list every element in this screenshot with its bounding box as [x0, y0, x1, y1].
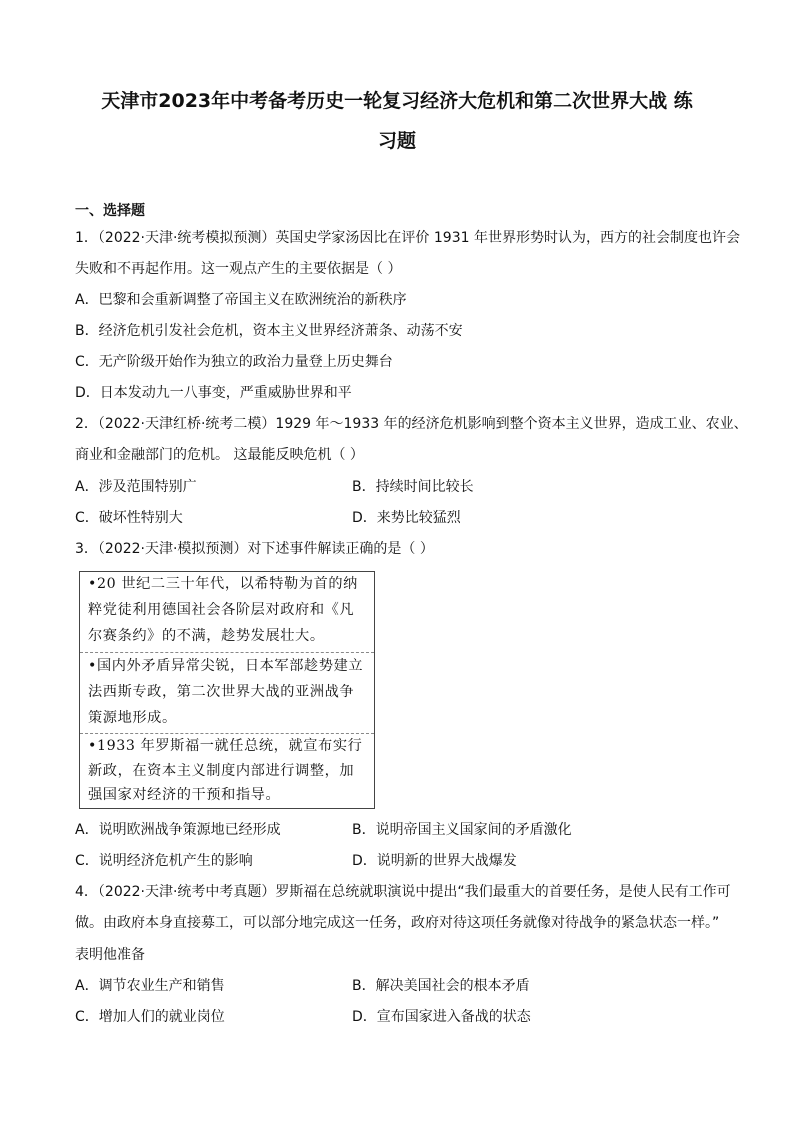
quote-line: •国内外矛盾异常尖锐，日本军部趁势建立	[88, 658, 364, 674]
q2-stem-line1: 2．（2022·天津红桥·统考二模）1929 年～1933 年的经济危机影响到整个资本主义世界，造成工业、农业、	[75, 416, 748, 432]
q4-stem-line2: 做。由政府本身直接募工，可以部分地完成这一任务，政府对待这项任务就像对待战争的紧急状态一样。”	[75, 915, 720, 931]
q3-option-a: A．说明欧洲战争策源地已经形成	[75, 822, 281, 838]
q2-option-c: C．破坏性特别大	[75, 510, 183, 526]
quote-line: •20 世纪二三十年代，以希特勒为首的纳	[88, 576, 358, 592]
q2-option-b: B．持续时间比较长	[352, 479, 474, 495]
quote-line: 强国家对经济的干预和指导。	[88, 787, 281, 803]
q2-option-a: A．涉及范围特别广	[75, 479, 197, 495]
q4-option-c: C．增加人们的就业岗位	[75, 1009, 225, 1025]
q1-option-c: C．无产阶级开始作为独立的政治力量登上历史舞台	[75, 354, 393, 370]
q4-stem-line3: 表明他准备	[75, 947, 145, 963]
quote-divider	[80, 652, 374, 653]
q1-option-d: D．日本发动九一八事变，严重威胁世界和平	[75, 385, 352, 401]
quote-line: 法西斯专政，第二次世界大战的亚洲战争	[88, 684, 355, 700]
section-heading: 一、选择题	[75, 203, 145, 219]
q3-stem: 3．（2022·天津·模拟预测）对下述事件解读正确的是（ ）	[75, 541, 434, 557]
q4-stem-line1: 4．（2022·天津·统考中考真题）罗斯福在总统就职演说中提出“我们最重大的首要任务，是使人民有工作可	[75, 884, 731, 900]
q4-option-a: A．调节农业生产和销售	[75, 978, 225, 994]
q3-source-material-box	[79, 571, 375, 809]
q3-option-d: D．说明新的世界大战爆发	[352, 853, 517, 869]
q3-option-c: C．说明经济危机产生的影响	[75, 853, 253, 869]
document-title-line1: 天津市2023年中考备考历史一轮复习经济大危机和第二次世界大战 练	[101, 90, 693, 112]
q3-option-b: B．说明帝国主义国家间的矛盾激化	[352, 822, 572, 838]
quote-line: 粹党徒利用德国社会各阶层对政府和《凡	[88, 602, 355, 618]
q1-stem-line2: 失败和不再起作用。这一观点产生的主要依据是（ ）	[75, 261, 402, 277]
quote-divider	[80, 733, 374, 734]
quote-line: •1933 年罗斯福一就任总统，就宣布实行	[88, 738, 363, 754]
q4-option-b: B．解决美国社会的根本矛盾	[352, 978, 530, 994]
q2-stem-line2: 商业和金融部门的危机。 这最能反映危机（ ）	[75, 447, 364, 463]
q2-option-d: D．来势比较猛烈	[352, 510, 461, 526]
q4-option-d: D．宣布国家进入备战的状态	[352, 1009, 531, 1025]
q1-option-b: B．经济危机引发社会危机，资本主义世界经济萧条、动荡不安	[75, 323, 463, 339]
document-title-line2: 习题	[377, 130, 416, 152]
q1-option-a: A．巴黎和会重新调整了帝国主义在欧洲统治的新秩序	[75, 292, 407, 308]
q1-stem-line1: 1．（2022·天津·统考模拟预测）英国史学家汤因比在评价 1931 年世界形势时认为，西方的社会制度也许会	[75, 230, 740, 246]
quote-line: 策源地形成。	[88, 710, 177, 726]
quote-line: 新政，在资本主义制度内部进行调整，加	[88, 763, 355, 779]
quote-line: 尔赛条约》的不满，趁势发展壮大。	[88, 628, 325, 644]
